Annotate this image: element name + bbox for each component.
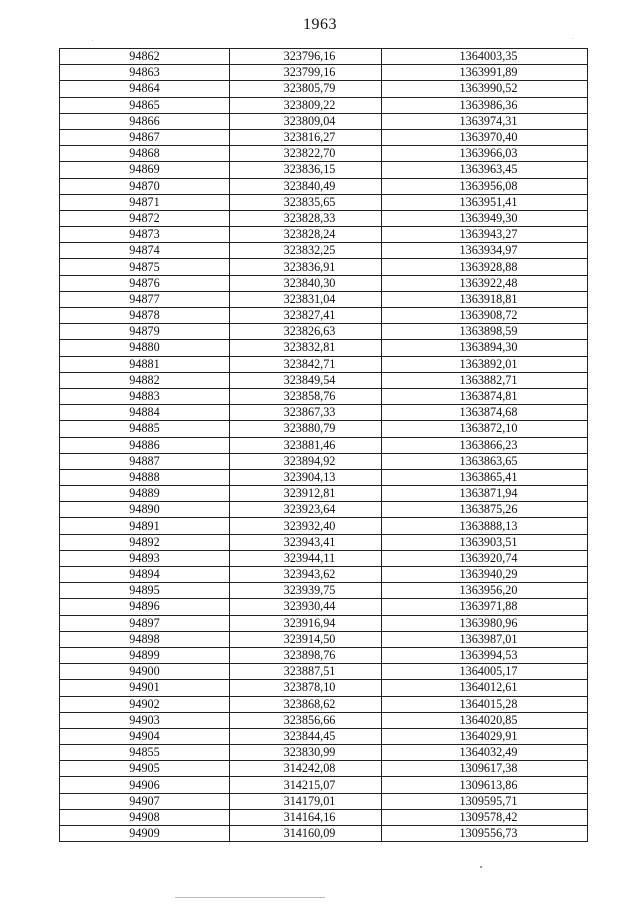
cell-coordinate-x: 323930,44 — [230, 599, 382, 615]
table-row — [60, 437, 588, 453]
cell-point-number: 94880 — [60, 340, 230, 356]
cell-coordinate-x: 323944,11 — [230, 550, 382, 566]
table-row — [60, 275, 588, 291]
table-row — [60, 728, 588, 744]
cell-point-number: 94906 — [60, 777, 230, 793]
cell-coordinate-x: 323849,54 — [230, 372, 382, 388]
cell-coordinate-x: 323835,65 — [230, 194, 382, 210]
cell-coordinate-x: 314160,09 — [230, 826, 382, 842]
cell-coordinate-y: 1363920,74 — [382, 550, 588, 566]
table-row — [60, 194, 588, 210]
cell-point-number: 94866 — [60, 113, 230, 129]
cell-coordinate-y: 1364012,61 — [382, 680, 588, 696]
table-row — [60, 615, 588, 631]
cell-point-number: 94902 — [60, 696, 230, 712]
cell-coordinate-y: 1309578,42 — [382, 809, 588, 825]
cell-coordinate-y: 1309613,86 — [382, 777, 588, 793]
cell-point-number: 94905 — [60, 761, 230, 777]
cell-coordinate-y: 1363994,53 — [382, 647, 588, 663]
cell-point-number: 94898 — [60, 631, 230, 647]
table-row — [60, 259, 588, 275]
cell-coordinate-x: 323887,51 — [230, 664, 382, 680]
cell-coordinate-x: 323943,62 — [230, 567, 382, 583]
cell-point-number: 94904 — [60, 728, 230, 744]
cell-coordinate-y: 1363990,52 — [382, 81, 588, 97]
cell-coordinate-x: 323828,24 — [230, 227, 382, 243]
table-row — [60, 81, 588, 97]
table-row — [60, 372, 588, 388]
table-row — [60, 486, 588, 502]
table-row — [60, 308, 588, 324]
cell-coordinate-x: 323880,79 — [230, 421, 382, 437]
cell-coordinate-y: 1364003,35 — [382, 49, 588, 65]
cell-coordinate-y: 1363974,31 — [382, 113, 588, 129]
page-number: 1963 — [303, 16, 337, 33]
cell-point-number: 94890 — [60, 502, 230, 518]
cell-coordinate-x: 323914,50 — [230, 631, 382, 647]
cell-coordinate-x: 323832,25 — [230, 243, 382, 259]
cell-point-number: 94877 — [60, 291, 230, 307]
cell-point-number: 94879 — [60, 324, 230, 340]
cell-point-number: 94875 — [60, 259, 230, 275]
cell-coordinate-x: 323836,15 — [230, 162, 382, 178]
cell-point-number: 94900 — [60, 664, 230, 680]
table-row — [60, 356, 588, 372]
cell-coordinate-y: 1363898,59 — [382, 324, 588, 340]
table-row — [60, 291, 588, 307]
cell-point-number: 94903 — [60, 712, 230, 728]
cell-coordinate-y: 1363956,20 — [382, 583, 588, 599]
cell-coordinate-x: 323923,64 — [230, 502, 382, 518]
cell-coordinate-y: 1363980,96 — [382, 615, 588, 631]
table-row — [60, 631, 588, 647]
cell-coordinate-y: 1309617,38 — [382, 761, 588, 777]
table-row — [60, 129, 588, 145]
table-row — [60, 518, 588, 534]
cell-point-number: 94907 — [60, 793, 230, 809]
cell-point-number: 94891 — [60, 518, 230, 534]
cell-point-number: 94884 — [60, 405, 230, 421]
cell-coordinate-x: 323878,10 — [230, 680, 382, 696]
table-row — [60, 761, 588, 777]
table-row — [60, 97, 588, 113]
table-row — [60, 534, 588, 550]
table-row — [60, 162, 588, 178]
table-row — [60, 809, 588, 825]
cell-coordinate-x: 323939,75 — [230, 583, 382, 599]
table-row — [60, 826, 588, 842]
cell-coordinate-x: 323805,79 — [230, 81, 382, 97]
cell-coordinate-x: 323836,91 — [230, 259, 382, 275]
cell-coordinate-y: 1363888,13 — [382, 518, 588, 534]
cell-point-number: 94873 — [60, 227, 230, 243]
table-row — [60, 65, 588, 81]
cell-point-number: 94892 — [60, 534, 230, 550]
coordinates-table-body — [60, 49, 588, 842]
cell-coordinate-x: 323916,94 — [230, 615, 382, 631]
cell-coordinate-y: 1363882,71 — [382, 372, 588, 388]
table-row — [60, 469, 588, 485]
cell-point-number: 94899 — [60, 647, 230, 663]
table-row — [60, 599, 588, 615]
cell-point-number: 94908 — [60, 809, 230, 825]
cell-point-number: 94882 — [60, 372, 230, 388]
cell-coordinate-y: 1363951,41 — [382, 194, 588, 210]
cell-point-number: 94896 — [60, 599, 230, 615]
table-row — [60, 49, 588, 65]
table-row — [60, 583, 588, 599]
table-row — [60, 243, 588, 259]
cell-coordinate-x: 323827,41 — [230, 308, 382, 324]
scan-speck — [92, 40, 93, 41]
cell-coordinate-y: 1364029,91 — [382, 728, 588, 744]
cell-coordinate-x: 323816,27 — [230, 129, 382, 145]
cell-coordinate-y: 1363970,40 — [382, 129, 588, 145]
cell-coordinate-y: 1363892,01 — [382, 356, 588, 372]
cell-point-number: 94870 — [60, 178, 230, 194]
table-row — [60, 550, 588, 566]
cell-coordinate-x: 314164,16 — [230, 809, 382, 825]
cell-coordinate-y: 1363894,30 — [382, 340, 588, 356]
table-row — [60, 745, 588, 761]
cell-coordinate-x: 323856,66 — [230, 712, 382, 728]
table-row — [60, 421, 588, 437]
scan-speck — [572, 38, 573, 39]
cell-coordinate-x: 323828,33 — [230, 210, 382, 226]
table-row — [60, 793, 588, 809]
cell-coordinate-y: 1363866,23 — [382, 437, 588, 453]
table-row — [60, 340, 588, 356]
cell-coordinate-x: 323809,04 — [230, 113, 382, 129]
cell-point-number: 94862 — [60, 49, 230, 65]
table-row — [60, 146, 588, 162]
cell-coordinate-y: 1363918,81 — [382, 291, 588, 307]
cell-coordinate-x: 323867,33 — [230, 405, 382, 421]
cell-point-number: 94864 — [60, 81, 230, 97]
cell-coordinate-x: 323809,22 — [230, 97, 382, 113]
cell-point-number: 94886 — [60, 437, 230, 453]
cell-coordinate-y: 1363872,10 — [382, 421, 588, 437]
table-row — [60, 178, 588, 194]
cell-coordinate-x: 323840,49 — [230, 178, 382, 194]
cell-coordinate-x: 323932,40 — [230, 518, 382, 534]
cell-coordinate-y: 1363987,01 — [382, 631, 588, 647]
cell-point-number: 94893 — [60, 550, 230, 566]
cell-coordinate-y: 1363908,72 — [382, 308, 588, 324]
cell-coordinate-x: 323822,70 — [230, 146, 382, 162]
cell-coordinate-x: 314179,01 — [230, 793, 382, 809]
table-row — [60, 664, 588, 680]
cell-coordinate-y: 1364015,28 — [382, 696, 588, 712]
table-row — [60, 388, 588, 404]
cell-point-number: 94885 — [60, 421, 230, 437]
scan-edge-line — [175, 897, 325, 898]
cell-coordinate-y: 1364032,49 — [382, 745, 588, 761]
cell-coordinate-y: 1363928,88 — [382, 259, 588, 275]
cell-coordinate-y: 1363874,68 — [382, 405, 588, 421]
cell-coordinate-x: 323796,16 — [230, 49, 382, 65]
cell-coordinate-y: 1363940,29 — [382, 567, 588, 583]
cell-coordinate-y: 1363903,51 — [382, 534, 588, 550]
cell-point-number: 94887 — [60, 453, 230, 469]
cell-coordinate-x: 323826,63 — [230, 324, 382, 340]
cell-coordinate-y: 1309595,71 — [382, 793, 588, 809]
cell-coordinate-y: 1363875,26 — [382, 502, 588, 518]
cell-coordinate-y: 1363922,48 — [382, 275, 588, 291]
table-row — [60, 227, 588, 243]
cell-point-number: 94883 — [60, 388, 230, 404]
table-row — [60, 502, 588, 518]
cell-point-number: 94872 — [60, 210, 230, 226]
cell-point-number: 94868 — [60, 146, 230, 162]
cell-point-number: 94865 — [60, 97, 230, 113]
cell-coordinate-y: 1363949,30 — [382, 210, 588, 226]
cell-coordinate-y: 1363871,94 — [382, 486, 588, 502]
cell-coordinate-y: 1364005,17 — [382, 664, 588, 680]
cell-coordinate-y: 1363956,08 — [382, 178, 588, 194]
cell-point-number: 94881 — [60, 356, 230, 372]
scan-speck — [480, 866, 482, 868]
cell-point-number: 94874 — [60, 243, 230, 259]
cell-coordinate-y: 1363986,36 — [382, 97, 588, 113]
cell-coordinate-y: 1363943,27 — [382, 227, 588, 243]
cell-coordinate-x: 323881,46 — [230, 437, 382, 453]
cell-point-number: 94869 — [60, 162, 230, 178]
cell-coordinate-y: 1363934,97 — [382, 243, 588, 259]
table-row — [60, 113, 588, 129]
cell-coordinate-x: 323904,13 — [230, 469, 382, 485]
table-row — [60, 680, 588, 696]
cell-coordinate-y: 1363865,41 — [382, 469, 588, 485]
table-row — [60, 405, 588, 421]
cell-coordinate-x: 323799,16 — [230, 65, 382, 81]
cell-point-number: 94855 — [60, 745, 230, 761]
cell-point-number: 94909 — [60, 826, 230, 842]
cell-coordinate-x: 323858,76 — [230, 388, 382, 404]
coordinates-table — [59, 48, 588, 842]
cell-point-number: 94895 — [60, 583, 230, 599]
table-row — [60, 324, 588, 340]
cell-coordinate-x: 323830,99 — [230, 745, 382, 761]
cell-point-number: 94863 — [60, 65, 230, 81]
cell-coordinate-x: 323844,45 — [230, 728, 382, 744]
cell-point-number: 94878 — [60, 308, 230, 324]
cell-point-number: 94888 — [60, 469, 230, 485]
table-row — [60, 453, 588, 469]
cell-coordinate-x: 323840,30 — [230, 275, 382, 291]
table-row — [60, 567, 588, 583]
cell-coordinate-y: 1363966,03 — [382, 146, 588, 162]
cell-coordinate-x: 323832,81 — [230, 340, 382, 356]
cell-coordinate-x: 323894,92 — [230, 453, 382, 469]
cell-point-number: 94876 — [60, 275, 230, 291]
cell-point-number: 94871 — [60, 194, 230, 210]
cell-coordinate-y: 1364020,85 — [382, 712, 588, 728]
cell-coordinate-y: 1363963,45 — [382, 162, 588, 178]
table-row — [60, 647, 588, 663]
cell-coordinate-x: 323898,76 — [230, 647, 382, 663]
cell-coordinate-x: 314215,07 — [230, 777, 382, 793]
cell-coordinate-x: 314242,08 — [230, 761, 382, 777]
cell-coordinate-x: 323831,04 — [230, 291, 382, 307]
table-row — [60, 712, 588, 728]
cell-point-number: 94894 — [60, 567, 230, 583]
cell-coordinate-y: 1363991,89 — [382, 65, 588, 81]
cell-coordinate-y: 1363874,81 — [382, 388, 588, 404]
cell-coordinate-y: 1363971,88 — [382, 599, 588, 615]
cell-point-number: 94897 — [60, 615, 230, 631]
cell-coordinate-y: 1309556,73 — [382, 826, 588, 842]
table-row — [60, 210, 588, 226]
cell-coordinate-x: 323868,62 — [230, 696, 382, 712]
cell-coordinate-x: 323943,41 — [230, 534, 382, 550]
cell-coordinate-x: 323842,71 — [230, 356, 382, 372]
cell-point-number: 94901 — [60, 680, 230, 696]
cell-point-number: 94889 — [60, 486, 230, 502]
cell-point-number: 94867 — [60, 129, 230, 145]
cell-coordinate-y: 1363863,65 — [382, 453, 588, 469]
cell-coordinate-x: 323912,81 — [230, 486, 382, 502]
table-row — [60, 696, 588, 712]
table-row — [60, 777, 588, 793]
